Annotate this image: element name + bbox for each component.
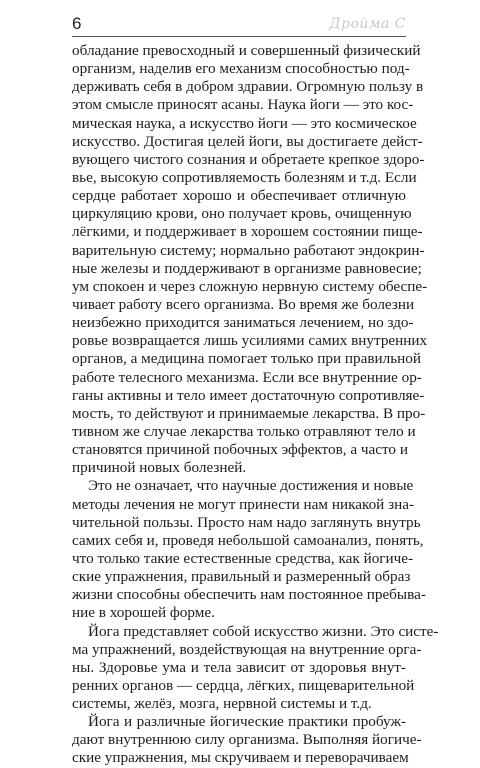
text-line: неизбежно приходится заниматься лечением, но здо- bbox=[72, 314, 414, 332]
text-line: мость, то действуют и принимаемые лекарства. В про- bbox=[72, 404, 426, 422]
text-line: вующего чистого сознания и обретаете крепкое здоро- bbox=[72, 150, 425, 168]
text-line: держивать себя в добром здравии. Огромную пользу в bbox=[72, 78, 424, 96]
text-line: организм, наделив его механизм способностью под- bbox=[72, 60, 410, 78]
text-line: ные железы и поддерживают в организме равновесие; bbox=[72, 259, 422, 277]
body-text bbox=[72, 42, 439, 768]
text-line: ские упражнения, мы скручиваем и переворачиваем bbox=[72, 749, 409, 767]
text-line: ум спокоен и через сложную нервную систему обеспе- bbox=[72, 277, 428, 295]
text-line: методы лечения не могут принести нам никакой зна- bbox=[72, 495, 415, 513]
text-line: становятся причиной побочных эффектов, а часто и bbox=[72, 441, 408, 459]
text-line: Йога представляет собой искусство жизни. Это систе- bbox=[88, 622, 439, 640]
paragraph bbox=[72, 477, 426, 622]
paragraph bbox=[72, 622, 439, 714]
text-line: работе телесного механизма. Если все внутренние ор- bbox=[72, 368, 422, 386]
text-line: дают внутреннюю силу организма. Выполняя йогиче- bbox=[72, 731, 422, 749]
text-line: тивном же случае лекарства только отравляют тело и bbox=[72, 422, 416, 440]
text-line: чительной пользы. Просто нам надо заглянуть внутрь bbox=[72, 513, 421, 531]
text-line: причиной новых болезней. bbox=[72, 459, 247, 477]
text-line: обладание превосходный и совершенный физический bbox=[72, 42, 421, 59]
text-line: мическая наука, а искусство йоги — это космическое bbox=[72, 114, 417, 132]
text-line: ренних органов — сердца, лёгких, пищеварительной bbox=[72, 676, 415, 694]
text-line: сердце работает хорошо и обеспечивает отличную bbox=[72, 187, 406, 205]
running-head: Дройма С bbox=[329, 16, 406, 32]
text-line: ны. Здоровье ума и тела зависит от здоровья внут- bbox=[72, 658, 406, 676]
text-line: самих себя и, проведя небольшой самоанализ, понять, bbox=[72, 531, 424, 549]
text-line: лёгкими, и поддерживает в хорошем состоянии пище- bbox=[72, 223, 423, 241]
text-line: вье, высокую сопротивляемость болезням и т.д. Если bbox=[72, 168, 417, 186]
text-line: что только такие естественные средства, как йогиче- bbox=[72, 549, 414, 567]
page-header bbox=[72, 14, 406, 40]
text-line: системы, желёз, мозга, нервной системы и т.д. bbox=[72, 695, 372, 713]
text-line: Это не означает, что научные достижения и новые bbox=[88, 477, 414, 495]
text-line: ганы активны и тело имеет достаточную сопротивляе- bbox=[72, 386, 425, 404]
paragraph bbox=[72, 713, 422, 767]
page-number: 6 bbox=[72, 14, 82, 33]
text-line: жизни способны обеспечить нам постоянное пребыва- bbox=[72, 586, 426, 604]
text-line: ровье возвращается лишь усилиями самих внутренних bbox=[72, 332, 428, 350]
text-line: Йога и различные йогические практики пробуж- bbox=[88, 713, 406, 731]
text-line: циркуляцию крови, оно получает кровь, очищенную bbox=[72, 205, 412, 223]
header-rule bbox=[72, 36, 406, 37]
text-line: чивает работу всего организма. Во время же болезни bbox=[72, 295, 415, 313]
text-line: органов, а медицина помогает только при правильной bbox=[72, 350, 421, 368]
paragraph bbox=[72, 42, 428, 477]
text-line: ние в хорошей форме. bbox=[72, 604, 215, 622]
text-line: ма упражнений, воздействующая на внутренние орга- bbox=[72, 640, 422, 658]
text-line: искусство. Достигая целей йоги, вы достигаете дейст- bbox=[72, 132, 423, 150]
text-line: варительную систему; нормально работают эндокрин- bbox=[72, 241, 425, 259]
text-line: ские упражнения, правильный и размеренный образ bbox=[72, 568, 411, 586]
text-line: этом смысле приносят асаны. Наука йоги — это кос- bbox=[72, 96, 414, 114]
